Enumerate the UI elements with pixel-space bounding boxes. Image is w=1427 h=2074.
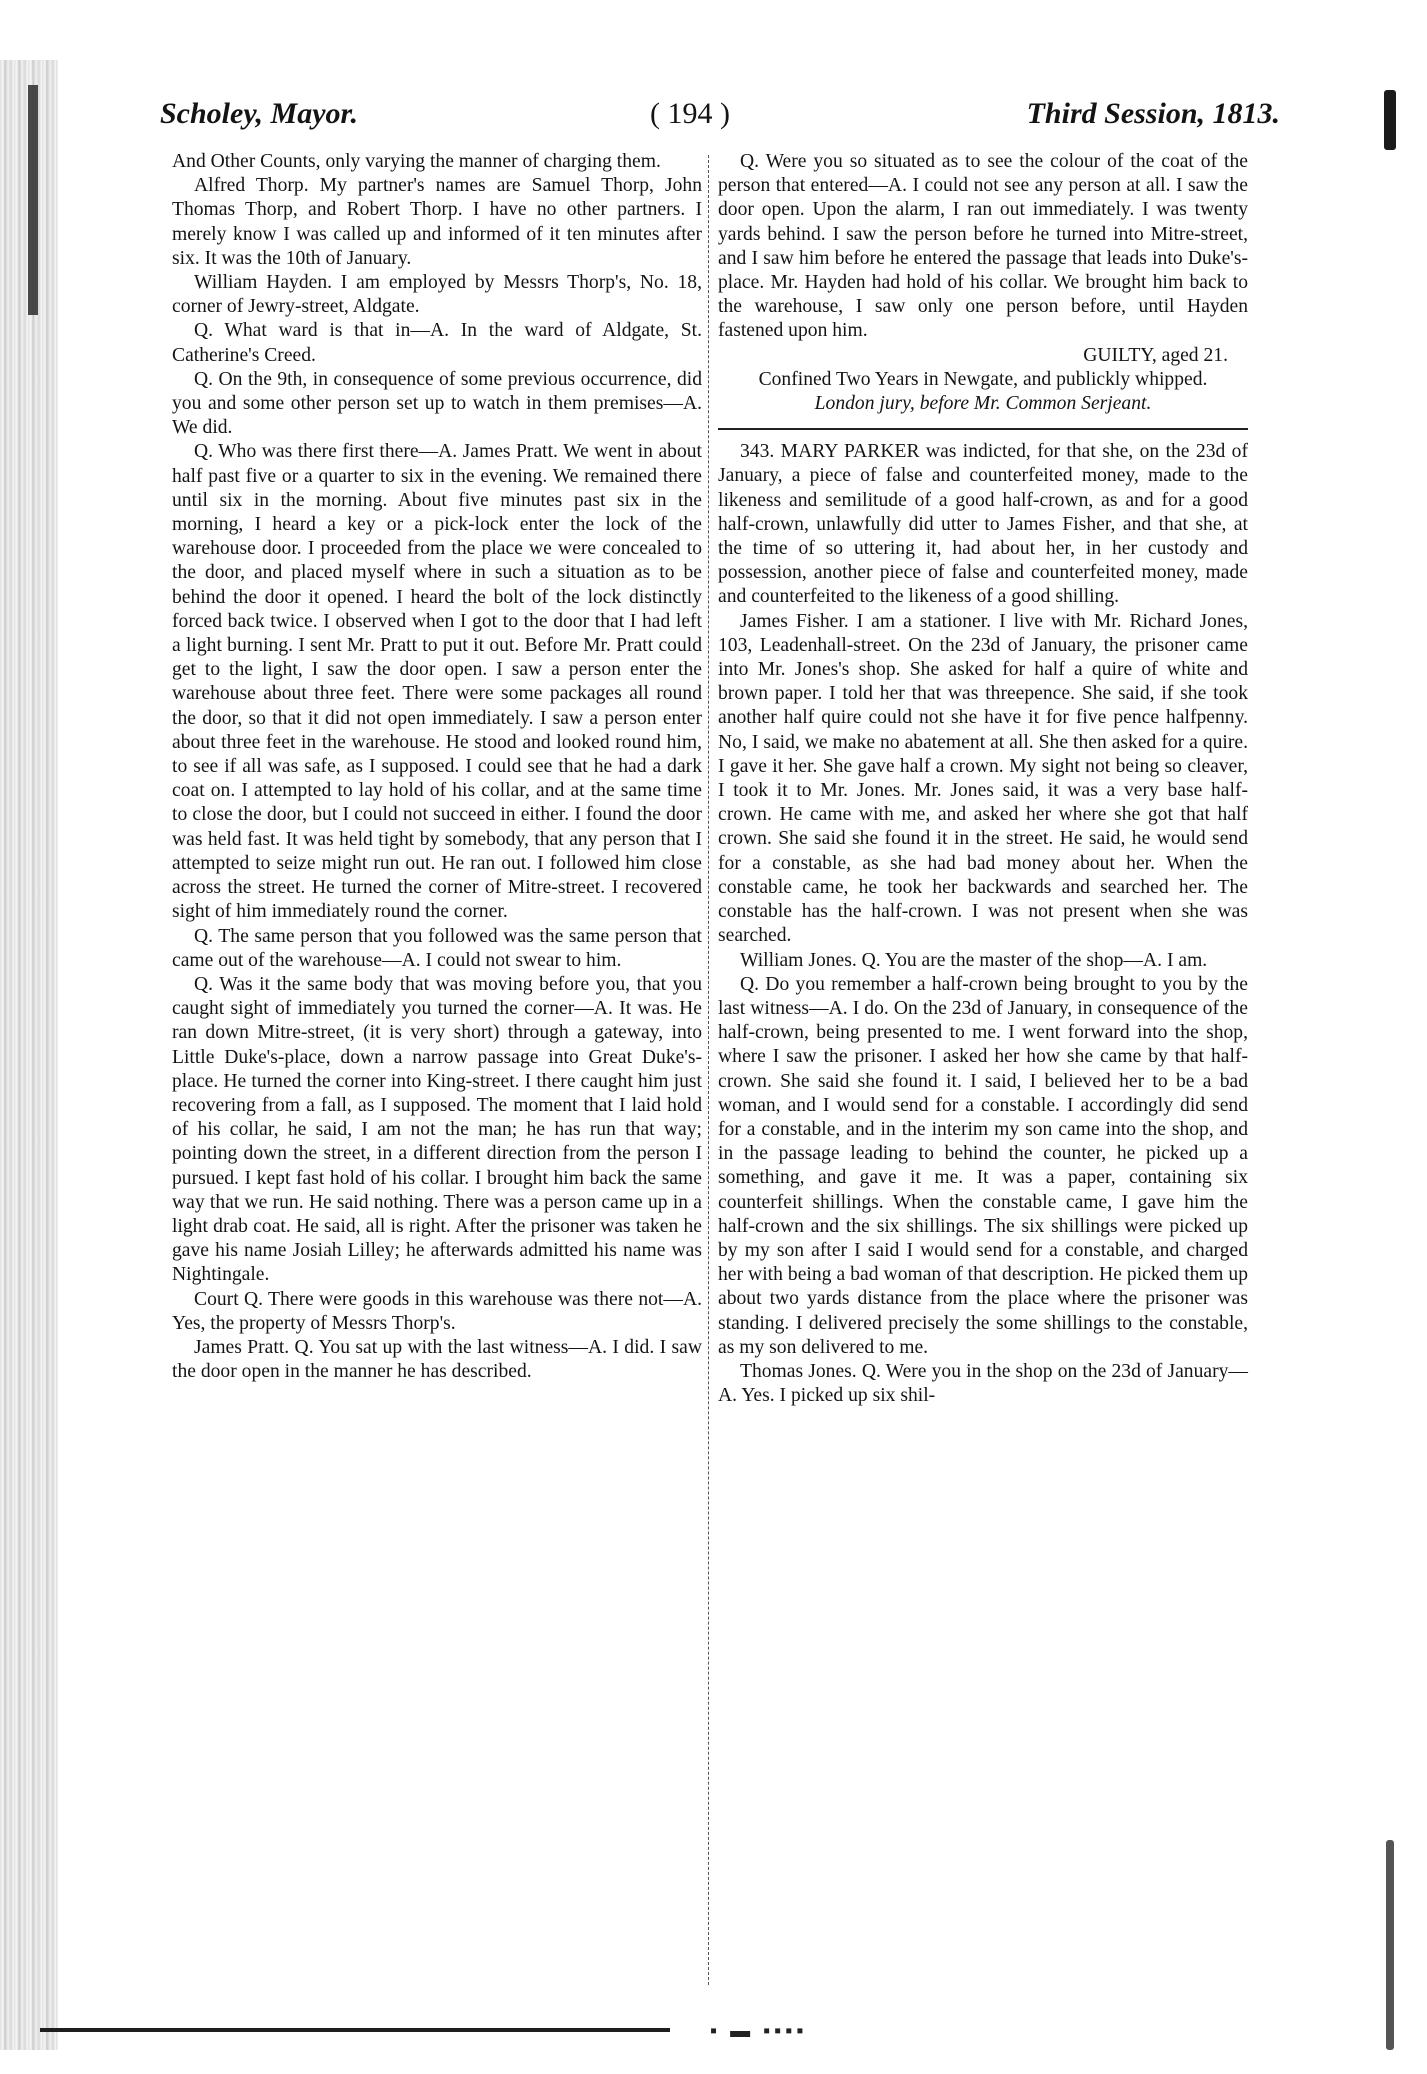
column-divider xyxy=(708,155,710,1985)
paragraph: William Hayden. I am employed by Messrs Thorp's, No. 18, corner of Jewry-street, Aldgate. xyxy=(172,272,702,318)
paragraph: 343. MARY PARKER was indicted, for that she, on the 23d of January, a piece of false and counterfeited money, made to the likeness and semilitude of a good half-crown, as and for a good half-crown, unlawfully did utter to James Fisher, and that she, at the time of so uttering it, had about her, in her custody and possession, another piece of false and counterfeited money, made and counterfeited to the likeness of a good shilling. xyxy=(718,441,1248,608)
paragraph: James Fisher. I am a stationer. I live with Mr. Richard Jones, 103, Leadenhall-street. On the 23d of January, the prisoner came into Mr. Jones's shop. She asked for half a quire of white and brown paper. I told her that was threepence. She said, if she took another half quire could not she have it for five pence halfpenny. No, I said, we make no abatement at all. She then asked for a quire. I gave it her. She gave half a crown. My sight not being so cleaver, I took it to Mr. Jones. Mr. Jones said, it was a very base half-crown. He came with me, and asked her where she got that half crown. She said she found it in the street. He said, he would send for a constable, as she had bad money about her. When the constable came, he took her backwards and searched her. The constable has the half-crown. I was not present when she was searched. xyxy=(718,610,1248,947)
case-separator-rule xyxy=(718,428,1248,430)
left-column xyxy=(172,150,702,1384)
header-mayor: Scholey, Mayor. xyxy=(160,97,359,130)
running-header xyxy=(150,95,1280,141)
paragraph: Q. Do you remember a half-crown being brought to you by the last witness—A. I do. On the 23d of January, in consequence of the half-crown, being presented to me. I went forward into the shop, where I saw the prisoner. I asked her how she came by that half-crown. She said she found it. I said, I believed her to be a bad woman, and I would send for a constable. I accordingly did send for a constable, and in the interim my son came into the shop, and in the passage leading to behind the counter, he picked up a something, and gave it me. It was a paper, containing six counterfeit shillings. When the constable came, I gave him the half-crown and the six shillings. The six shillings were picked up by my son after I said I would send for a constable, and charged her with being a bad woman of that description. He picked them up about two yards distance from the place where the prisoner was standing. I delivered precisely the some shillings to the constable, as my son delivered to me. xyxy=(718,973,1248,1358)
right-column xyxy=(718,150,1248,1408)
paragraph: Thomas Jones. Q. Were you in the shop on the 23d of January—A. Yes. I picked up six shil- xyxy=(718,1360,1248,1407)
sentence: Confined Two Years in Newgate, and publickly whipped. xyxy=(758,368,1208,390)
paragraph: And Other Counts, only varying the manner of charging them. xyxy=(172,151,661,172)
page-number: ( 194 ) xyxy=(650,97,730,130)
paragraph: William Jones. Q. You are the master of the shop—A. I am. xyxy=(740,949,1208,971)
paragraph: Q. The same person that you followed was the same person that came out of the warehouse—A. I could not swear to him. xyxy=(172,925,702,971)
paragraph: James Pratt. Q. You sat up with the last witness—A. I did. I saw the door open in the manner he has described. xyxy=(172,1336,702,1383)
margin-mark-top xyxy=(1384,90,1396,150)
margin-mark-bottom xyxy=(1386,1840,1394,2050)
bottom-rule xyxy=(40,2028,670,2032)
paragraph: Court Q. There were goods in this warehouse was there not—A. Yes, the property of Messrs Thorp's. xyxy=(172,1288,702,1334)
header-session: Third Session, 1813. xyxy=(1026,97,1280,130)
paragraph: Q. Were you so situated as to see the colour of the coat of the person that entered—A. I could not see any person at all. I saw the door open. Upon the alarm, I ran out immediately. I was twenty yards behind. I saw the person before he turned into Mitre-street, and I saw him before he entered the passage that leads into Duke's-place. Mr. Hayden had hold of his collar. We brought him back to the warehouse, I saw only one person before, until Hayden fastened upon him. xyxy=(718,151,1248,342)
verdict: GUILTY, aged 21. xyxy=(1083,344,1228,366)
paragraph: Q. Who was there first there—A. James Pratt. We went in about half past five or a quarter to six in the evening. We remained there until six in the morning. About five minutes past six in the morning, I heard a key or a pick-lock enter the lock of the warehouse door. I proceeded from the place we were concealed to the door, and placed myself where in such a situation as to be behind the door it opened. I heard the bolt of the lock distinctly forced back twice. I observed when I got to the door that I had left a light burning. I sent Mr. Pratt to put it out. Before Mr. Pratt could get to the light, I saw the door open. I saw a person enter the warehouse about three feet. There were some packages all round the door, so that it did not open immediately. I saw a person enter about three feet in the warehouse. He stood and looked round him, to see if all was safe, as I supposed. I could see that he had a dark coat on. I attempted to lay hold of his collar, and at the same time to close the door, but I could not succeed in either. I found the door was held fast. It was held tight by somebody, that any person that I attempted to seize might run out. He ran out. I followed him close across the street. He turned the corner of Mitre-street. I recovered sight of him immediately round the corner. xyxy=(172,441,702,923)
paragraph: Q. What ward is that in—A. In the ward of Aldgate, St. Catherine's Creed. xyxy=(172,320,702,366)
paragraph: Q. On the 9th, in consequence of some previous occurrence, did you and some other person set up to watch in them premises—A. We did. xyxy=(172,368,702,439)
bottom-ornament: ▪ ▬ ▪▪▪▪ xyxy=(710,2020,808,2042)
jury-note: London jury, before Mr. Common Serjeant. xyxy=(814,393,1152,415)
paragraph: Q. Was it the same body that was moving before you, that you caught sight of immediately you turned the corner—A. It was. He ran down Mitre-street, (it is very short) through a gateway, into Little Duke's-place, down a narrow passage into Great Duke's-place. He turned the corner into King-street. I there caught him just recovering from a fall, as I supposed. The moment that I laid hold of his collar, he said, I am not the man; he has run that way; pointing down the street, in a different direction from the person I pursued. I kept fast hold of his collar. I brought him back the same way that we run. He said nothing. There was a person came up in a light drab coat. He said, all is right. After the prisoner was taken he gave his name Josiah Lilley; he afterwards admitted his name was Nightingale. xyxy=(172,973,702,1286)
paragraph: Alfred Thorp. My partner's names are Samuel Thorp, John Thomas Thorp, and Robert Thorp. I have no other partners. I merely know I was called up and informed of it ten minutes after six. It was the 10th of January. xyxy=(172,175,702,269)
binding-shadow xyxy=(28,85,38,315)
page-binding-edge xyxy=(0,60,58,2050)
